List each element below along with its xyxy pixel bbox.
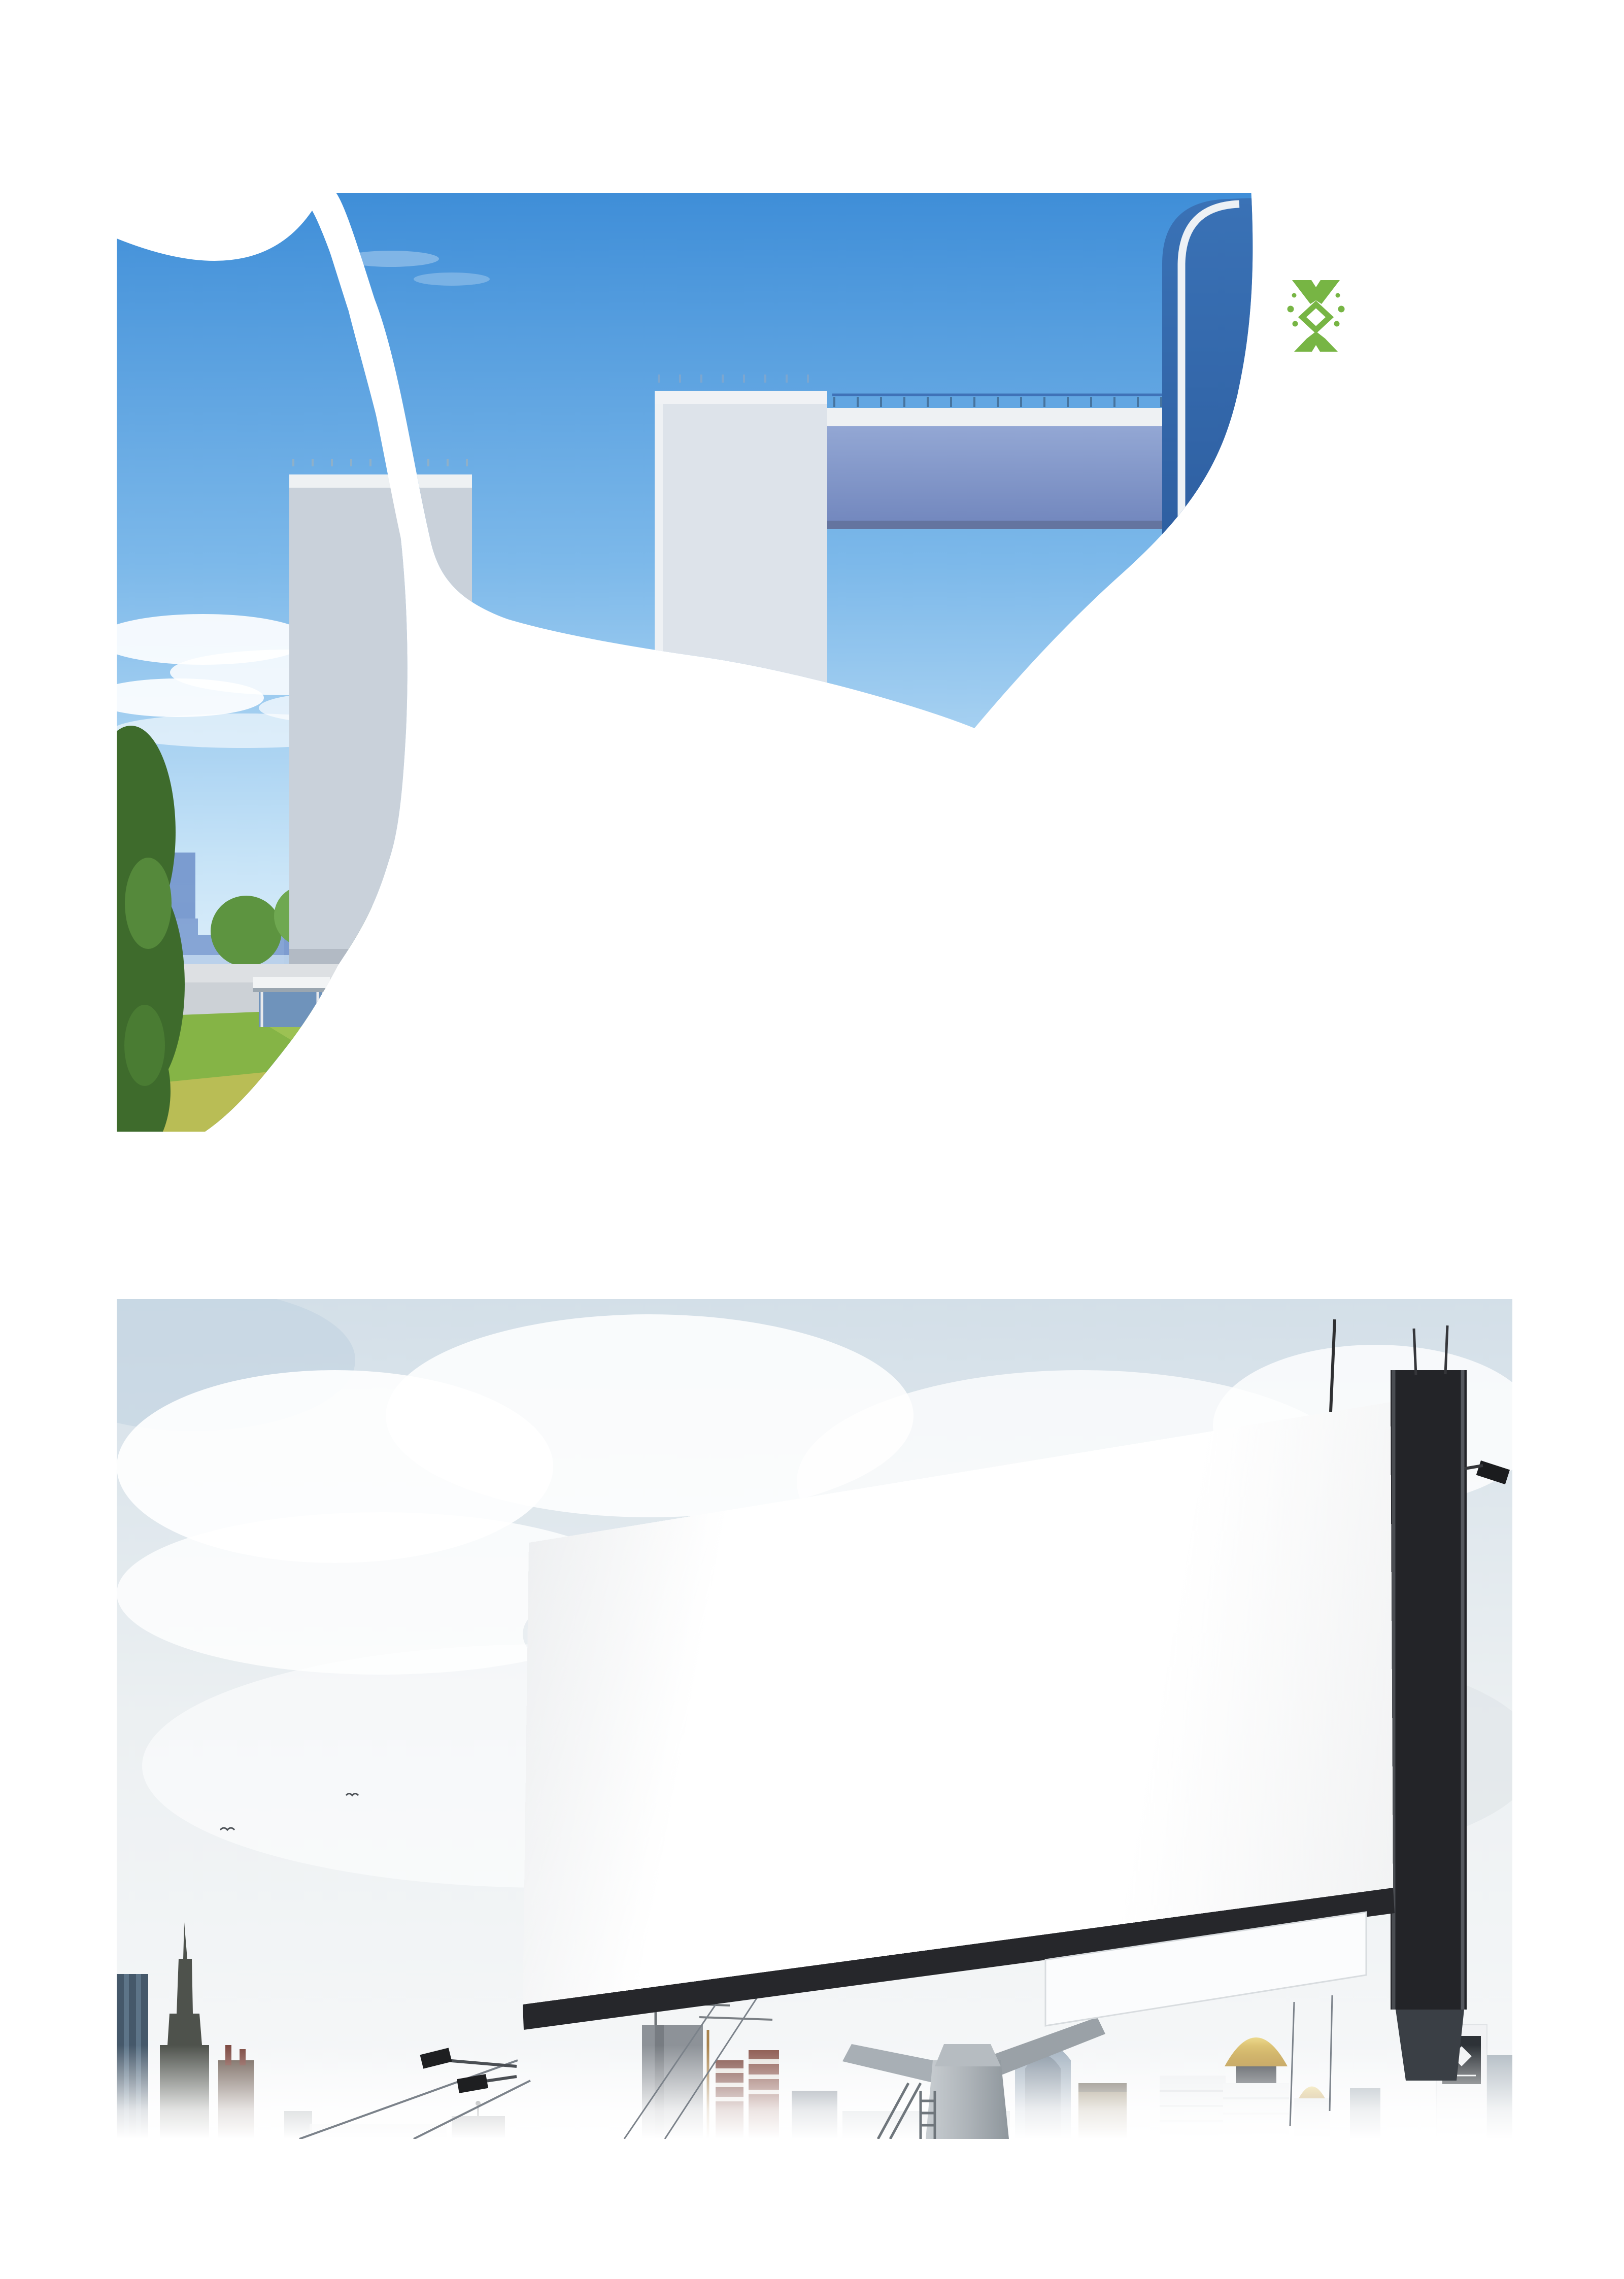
horizon-haze (117, 2045, 1512, 2139)
dna-hourglass-icon (1288, 280, 1345, 352)
billboard-mockup (117, 1299, 1512, 2139)
banner-artwork-area (117, 193, 1512, 1132)
banner-artwork (117, 193, 1512, 1132)
headline-banner-repeat (0, 0, 1624, 119)
dnk-logo (1288, 280, 1345, 352)
